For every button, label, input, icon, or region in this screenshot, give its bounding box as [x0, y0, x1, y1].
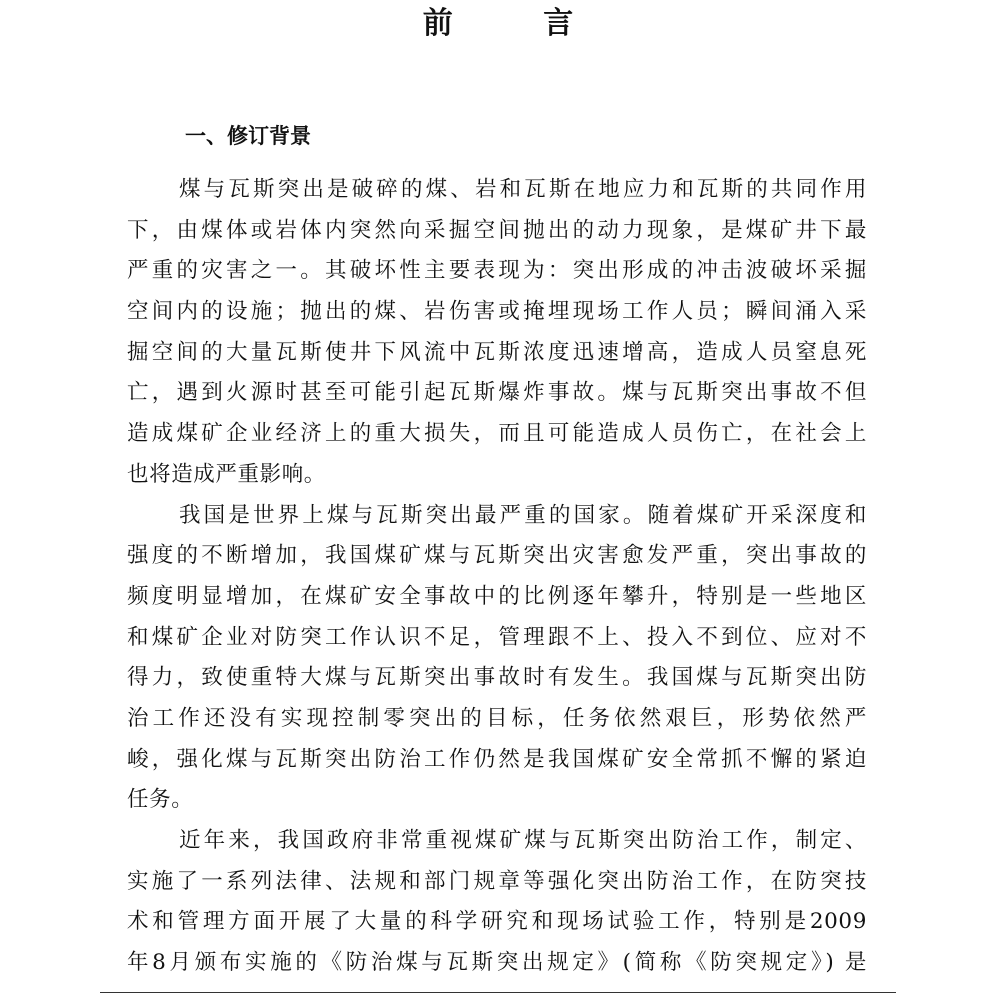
text-line: 得力，致使重特大煤与瓦斯突出事故时有发生。我国煤与瓦斯突出防	[127, 665, 867, 691]
text-line: 亡，遇到火源时甚至可能引起瓦斯爆炸事故。煤与瓦斯突出事故不但	[127, 380, 867, 406]
text-line: 治工作还没有实现控制零突出的目标，任务依然艰巨，形势依然严	[127, 705, 867, 731]
text-line: 掘空间的大量瓦斯使井下风流中瓦斯浓度迅速增高，造成人员窒息死	[127, 339, 867, 365]
text-line: 和煤矿企业对防突工作认识不足，管理跟不上、投入不到位、应对不	[127, 624, 867, 650]
text-line: 下，由煤体或岩体内突然向采掘空间抛出的动力现象，是煤矿井下最	[127, 217, 867, 243]
text-line: 我国是世界上煤与瓦斯突出最严重的国家。随着煤矿开采深度和	[179, 502, 867, 528]
text-line: 任务。	[127, 787, 194, 813]
text-line: 频度明显增加，在煤矿安全事故中的比例逐年攀升，特别是一些地区	[127, 583, 867, 609]
text-line: 也将造成严重影响。	[127, 461, 326, 487]
text-line: 严重的灾害之一。其破坏性主要表现为：突出形成的冲击波破坏采掘	[127, 258, 867, 284]
page-bottom-rule	[100, 992, 896, 993]
text-line: 年8月颁布实施的《防治煤与瓦斯突出规定》(简称《防突规定》) 是	[127, 950, 867, 976]
section-heading: 一、修订背景	[185, 124, 311, 148]
text-line: 术和管理方面开展了大量的科学研究和现场试验工作，特别是2009	[127, 909, 867, 935]
text-line: 近年来，我国政府非常重视煤矿煤与瓦斯突出防治工作，制定、	[179, 828, 867, 853]
text-line: 空间内的设施；抛出的煤、岩伤害或掩埋现场工作人员；瞬间涌入采	[127, 299, 867, 325]
text-line: 煤与瓦斯突出是破碎的煤、岩和瓦斯在地应力和瓦斯的共同作用	[179, 177, 867, 202]
text-line: 造成煤矿企业经济上的重大损失，而且可能造成人员伤亡，在社会上	[127, 421, 867, 447]
text-line: 强度的不断增加，我国煤矿煤与瓦斯突出灾害愈发严重，突出事故的	[127, 543, 867, 569]
text-line: 实施了一系列法律、法规和部门规章等强化突出防治工作，在防突技	[127, 868, 867, 894]
body-text	[127, 170, 867, 984]
text-line: 峻，强化煤与瓦斯突出防治工作仍然是我国煤矿安全常抓不懈的紧迫	[127, 746, 867, 772]
page-title: 前 言	[422, 6, 614, 41]
